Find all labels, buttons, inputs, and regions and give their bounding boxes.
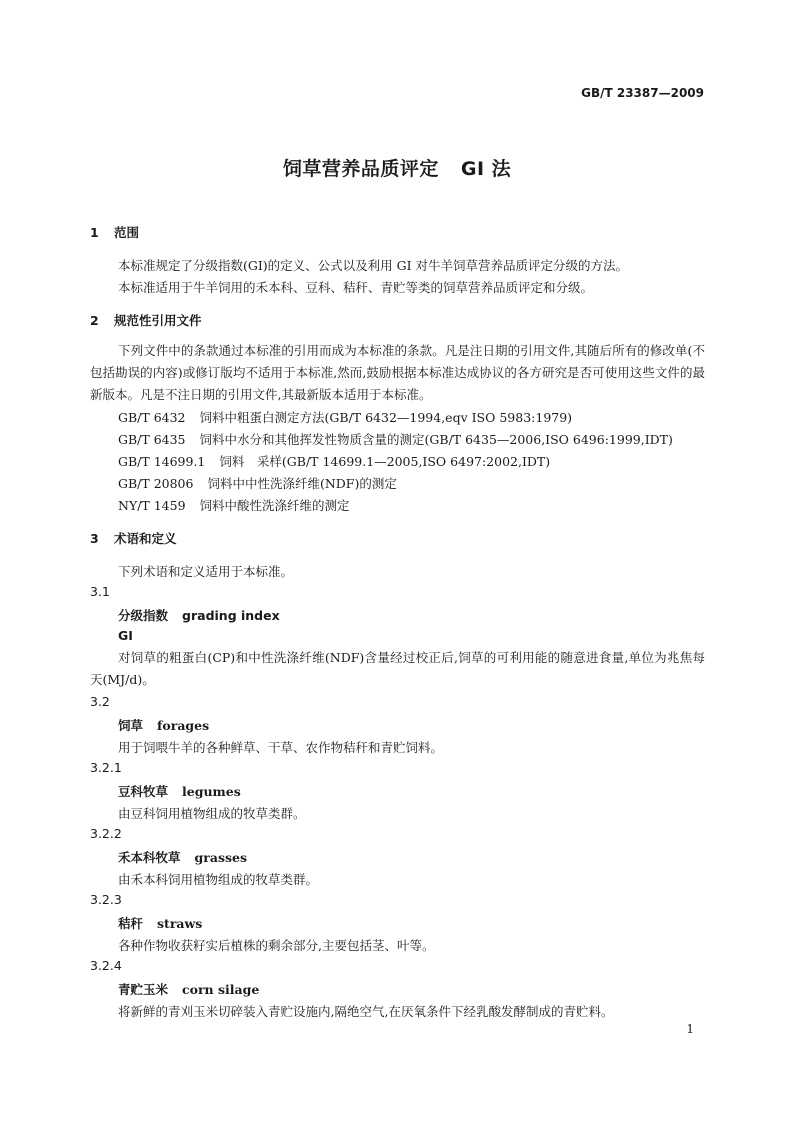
term-english: grading index [182,608,280,623]
clause-number: 3.2 [90,694,110,709]
clause-number: 3.2.2 [90,826,122,841]
reference-item [118,452,550,470]
term-heading [118,606,280,624]
clause-number: 3.2.1 [90,760,122,775]
term-chinese: 秸秆 [118,916,144,931]
term-abbreviation: GI [118,628,133,643]
clause-number: 3.2.4 [90,958,122,973]
term-definition: 由禾本科饲用植物组成的牧草类群。 [118,872,319,887]
term-definition: 对饲草的粗蛋白(CP)和中性洗涤纤维(NDF)含量经过校正后,饲草的可利用能的随意进食量,单位为兆焦每天(MJ/d)。 [90,650,705,687]
clause-number: 3.1 [90,584,110,599]
reference-code: GB/T 20806 [118,476,194,491]
term-chinese: 分级指数 [118,608,169,623]
term-definition: 将新鲜的青刈玉米切碎装入青贮设施内,隔绝空气,在厌氧条件下经乳酸发酵制成的青贮料。 [118,1004,614,1019]
term-english: grasses [194,850,248,865]
term-definition: 用于饲喂牛羊的各种鲜草、干草、农作物秸秆和青贮饲料。 [118,740,444,755]
section-1-paragraph-2: 本标准适用于牛羊饲用的禾本科、豆科、秸秆、青贮等类的饲草营养品质评定和分级。 [118,280,594,295]
section-1-paragraph-1: 本标准规定了分级指数(GI)的定义、公式以及利用 GI 对牛羊饲草营养品质评定分级的方法。 [118,258,629,273]
reference-code: GB/T 6435 [118,432,186,447]
reference-item [118,496,350,514]
title-main: 饲草营养品质评定 [282,158,439,180]
reference-item [118,474,397,492]
section-title: 规范性引用文件 [114,313,202,328]
term-chinese: 青贮玉米 [118,982,169,997]
section-2-heading [90,311,202,329]
reference-title: 饲料中水分和其他挥发性物质含量的测定(GB/T 6435—2006,ISO 6496:1999,IDT) [199,432,673,447]
term-chinese: 禾本科牧草 [118,850,181,865]
reference-code: NY/T 1459 [118,498,186,513]
reference-title: 饲料中中性洗涤纤维(NDF)的测定 [207,476,397,491]
term-heading [118,980,259,998]
reference-code: GB/T 6432 [118,410,186,425]
title-suffix: GI 法 [460,158,512,180]
term-english: corn silage [182,982,260,997]
reference-item [118,408,572,426]
term-heading [118,716,209,734]
section-title: 术语和定义 [114,531,177,546]
section-number: 2 [90,313,99,328]
term-definition: 由豆科饲用植物组成的牧草类群。 [118,806,306,821]
reference-title: 饲料 采样(GB/T 14699.1—2005,ISO 6497:2002,IDT) [219,454,551,469]
section-number: 1 [90,225,99,240]
term-chinese: 饲草 [118,718,144,733]
section-number: 3 [90,531,99,546]
term-heading [118,914,202,932]
section-2-intro: 下列文件中的条款通过本标准的引用而成为本标准的条款。凡是注日期的引用文件,其随后所有的修改单(不包括勘误的内容)或修订版均不适用于本标准,然而,鼓励根据本标准达成协议的各方研究是否可使用这些文件的最新版本。凡是不注日期的引用文件,其最新版本适用于本标准。 [90,343,705,402]
term-english: straws [157,916,203,931]
term-heading [118,782,241,800]
clause-number: 3.2.3 [90,892,122,907]
standard-code: GB/T 23387—2009 [581,86,704,100]
page-title [0,154,794,181]
term-definition: 各种作物收获籽实后植株的剩余部分,主要包括茎、叶等。 [118,938,435,953]
term-english: forages [157,718,210,733]
term-heading [118,848,247,866]
reference-code: GB/T 14699.1 [118,454,206,469]
page-number: 1 [686,1022,694,1036]
section-1-heading [90,223,139,241]
reference-title: 饲料中酸性洗涤纤维的测定 [199,498,350,513]
term-english: legumes [182,784,241,799]
section-3-heading [90,529,177,547]
section-title: 范围 [114,225,140,240]
reference-item [118,430,673,448]
reference-title: 饲料中粗蛋白测定方法(GB/T 6432—1994,eqv ISO 5983:1979) [199,410,573,425]
section-3-intro: 下列术语和定义适用于本标准。 [118,564,294,579]
term-chinese: 豆科牧草 [118,784,169,799]
